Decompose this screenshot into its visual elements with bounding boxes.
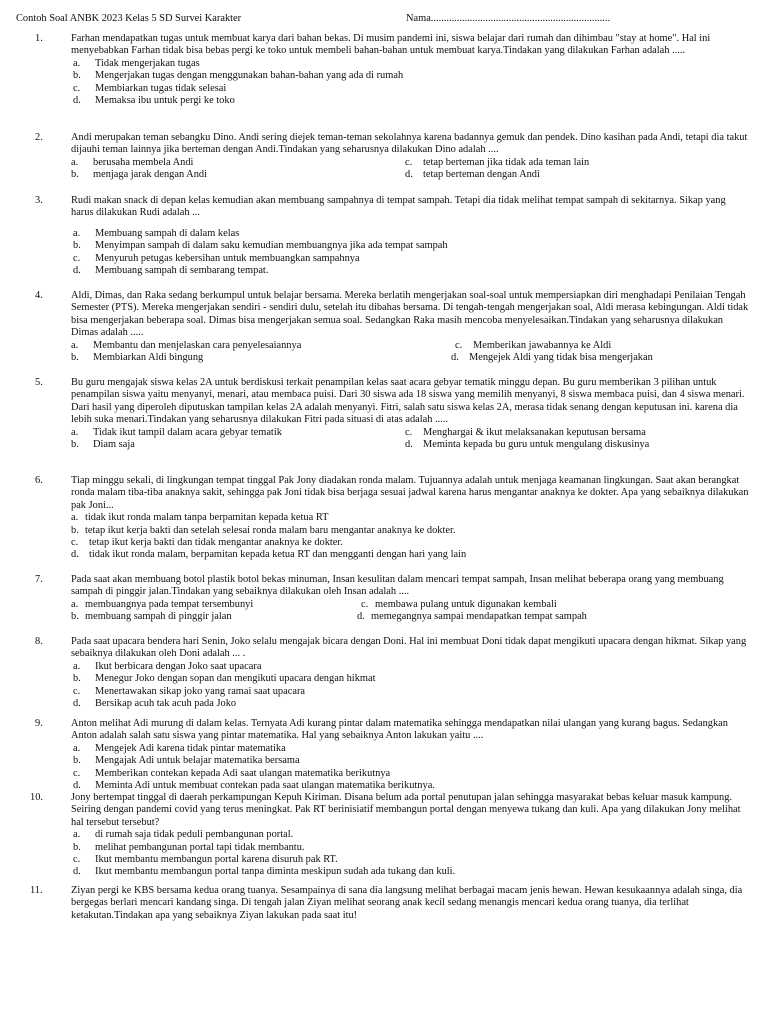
- option-text: Tidak mengerjakan tugas: [95, 57, 200, 69]
- option-a[interactable]: [71, 228, 751, 240]
- option-letter: b.: [73, 240, 81, 252]
- option-letter: b.: [71, 169, 79, 181]
- option-letter: d.: [357, 611, 365, 623]
- option-text: Ikut membantu membangun portal karena disuruh pak RT.: [95, 854, 338, 865]
- option-d[interactable]: [71, 265, 751, 277]
- option-a[interactable]: [71, 512, 751, 524]
- option-letter: c.: [73, 685, 81, 697]
- option-text: Membantu dan menjelaskan cara penyelesaiannya: [93, 339, 302, 351]
- option-text: berusaha membela Andi: [93, 156, 194, 168]
- option-text: membawa pulang untuk digunakan kembali: [375, 598, 557, 610]
- option-letter: d.: [405, 439, 413, 451]
- option-text: Memaksa ibu untuk pergi ke toko: [95, 94, 235, 106]
- option-text: Meminta Adi untuk membuat contekan pada saat ulangan matematika berikutnya.: [95, 779, 435, 791]
- option-b[interactable]: [71, 525, 751, 537]
- option-letter: d.: [451, 352, 459, 364]
- option-letter: a.: [71, 512, 79, 524]
- option-letter: b.: [71, 611, 79, 623]
- question-text: Pada saat akan membuang botol plastik botol bekas minuman, Insan kesulitan dalam mencari tempat sampah, Insan melihat beberapa orang yang membuang sampah di pinggir jalan.Tindakan yang sebaiknya dilakukan oleh Insan adalah ....: [71, 574, 724, 598]
- option-letter: c.: [73, 82, 81, 94]
- question-2: [0, 132, 768, 182]
- option-letter: c.: [71, 537, 79, 548]
- option-letter: d.: [73, 779, 81, 791]
- option-letter: b.: [73, 841, 81, 853]
- option-b[interactable]: [71, 842, 751, 854]
- option-text: Membiarkan Aldi bingung: [93, 352, 204, 364]
- option-a[interactable]: [71, 743, 751, 755]
- question-number: 6.: [35, 475, 43, 486]
- option-d[interactable]: [71, 95, 751, 107]
- option-text: Mengejek Adi karena tidak pintar matematika: [95, 742, 286, 754]
- option-text: Tidak ikut tampil dalam acara gebyar tematik: [93, 426, 282, 438]
- option-text: tetap berteman jika tidak ada teman lain: [423, 156, 590, 168]
- option-letter: c.: [361, 598, 369, 610]
- option-letter: d.: [73, 94, 81, 106]
- question-number: 3.: [35, 195, 43, 206]
- option-text: Mengejek Aldi yang tidak bisa mengerjakan: [469, 352, 653, 364]
- question-text: Andi merupakan teman sebangku Dino. Andi sering diejek teman-teman sekolahnya karena badannya gemuk dan pendek. Dino kasihan pada Andi, tetapi dia takut dijauhi teman lainnya jika berteman dengan Andi.Tindakan yang seharusnya dilakukan Dino adalah ....: [71, 132, 748, 156]
- option-letter: c.: [73, 767, 81, 779]
- option-text: Mengajak Adi untuk belajar matematika bersama: [95, 755, 300, 767]
- question-5: [0, 377, 768, 451]
- option-b[interactable]: [71, 673, 751, 685]
- option-letter: c.: [73, 252, 81, 264]
- option-text: Menertawakan sikap joko yang ramai saat upacara: [95, 685, 306, 697]
- option-letter: b.: [71, 439, 79, 451]
- option-text: membuangnya pada tempat tersembunyi: [85, 598, 254, 610]
- answer-options: [71, 58, 751, 108]
- answer-options: [71, 661, 751, 711]
- option-letter: a.: [71, 598, 79, 610]
- question-3: [0, 195, 768, 277]
- option-letter: d.: [73, 264, 81, 276]
- option-b[interactable]: [71, 755, 751, 767]
- worksheet-title: Contoh Soal ANBK 2023 Kelas 5 SD Survei Karakter: [16, 13, 242, 24]
- question-9: [0, 718, 768, 792]
- question-7: [0, 574, 768, 624]
- option-text: Membuang sampah di dalam kelas: [95, 227, 240, 239]
- question-1: [0, 33, 768, 107]
- option-c[interactable]: [71, 686, 751, 698]
- option-letter: b.: [73, 70, 81, 82]
- question-number: 7.: [35, 574, 43, 585]
- question-text: Farhan mendapatkan tugas untuk membuat karya dari bahan bekas. Di musim pandemi ini, siswa belajar dari rumah dan dihimbau "stay at home". Hal ini menyebabkan Farhan tidak bisa bebas pergi ke toko untuk membeli bahan-bahan untuk membuat karya.Tindakan yang dilakukan Farhan adalah .....: [71, 33, 711, 57]
- answer-options: [71, 743, 751, 793]
- answer-options: [71, 228, 751, 278]
- option-letter: a.: [73, 829, 81, 841]
- option-d[interactable]: [71, 698, 751, 710]
- option-b[interactable]: [71, 240, 751, 252]
- option-letter: c.: [73, 854, 81, 865]
- question-10: [0, 792, 768, 879]
- option-text: Menghargai & ikut melaksanakan keputusan bersama: [423, 426, 646, 438]
- option-text: Membuang sampah di sembarang tempat.: [95, 264, 269, 276]
- question-text: Rudi makan snack di depan kelas kemudian akan membuang sampahnya di tempat sampah. Tetapi dia tidak melihat tempat sampah di sekitarnya. Sikap yang harus dilakukan Rudi adalah ...: [71, 195, 726, 219]
- option-text: Diam saja: [93, 439, 135, 451]
- option-text: tetap ikut kerja bakti dan tidak mengantar anaknya ke dokter.: [89, 537, 343, 548]
- question-number: 5.: [35, 377, 43, 388]
- option-text: Menegur Joko dengan sopan dan mengikuti upacara dengan hikmat: [95, 673, 376, 685]
- option-text: Menyimpan sampah di dalam saku kemudian membuangnya jika ada tempat sampah: [95, 240, 448, 252]
- option-text: Menyuruh petugas kebersihan untuk membuangkan sampahnya: [95, 252, 360, 264]
- worksheet-header: [16, 13, 756, 27]
- option-letter: a.: [73, 742, 81, 754]
- answer-options: [71, 427, 751, 452]
- question-text: Ziyan pergi ke KBS bersama kedua orang tuanya. Sesampainya di sana dia langsung melihat berbagai macam jenis hewan. Hewan kesukaannya adalah singa, dia bergegas berlari mencari kandang singa. Di tengah jalan Ziyan melihat seorang anak kecil sedang menangis mencari kedua orang tuanya, dia terlihat ketakutan.Tindakan apa yang sebaiknya Ziyan lakukan pada saat itu!: [71, 885, 743, 921]
- question-8: [0, 636, 768, 710]
- answer-options: [71, 599, 751, 624]
- question-text: Tiap minggu sekali, di lingkungan tempat tinggal Pak Jony diadakan ronda malam. Tujuannya adalah untuk menjaga keamanan lingkungan. Saat akan berangkat ronda malam tiba-tiba anaknya sakit, sehingga pak Joni tidak bisa berjaga sesuai jadwal karena harus mengantar anaknya ke dokter. Apa yang sebaiknya dilakukan pak Joni...: [71, 475, 749, 511]
- option-text: melihat pembangunan portal tapi tidak membantu.: [95, 841, 305, 853]
- option-letter: b.: [71, 524, 79, 536]
- question-6: [0, 475, 768, 562]
- option-a[interactable]: [71, 661, 751, 673]
- option-text: Ikut berbicara dengan Joko saat upacara: [95, 660, 262, 672]
- option-letter: a.: [71, 156, 79, 168]
- option-c[interactable]: [71, 83, 751, 95]
- question-text: Anton melihat Adi murung di dalam kelas. Ternyata Adi kurang pintar dalam matematika sehingga mendapatkan nilai ulangan yang kurang bagus. Sedangkan Anton adalah salah satu siswa yang pintar matematika. Hal yang sebaiknya Anton lakukan yaitu ....: [71, 718, 728, 742]
- question-number: 2.: [35, 132, 43, 143]
- option-text: Mengerjakan tugas dengan menggunakan bahan-bahan yang ada di rumah: [95, 70, 404, 82]
- option-text: Meminta kepada bu guru untuk mengulang diskusinya: [423, 439, 650, 451]
- name-field: Nama.....................................................................: [406, 13, 611, 24]
- option-d[interactable]: [71, 780, 751, 792]
- option-letter: a.: [73, 660, 81, 672]
- option-text: tetap berteman dengan Andi: [423, 169, 540, 181]
- question-number: 11.: [30, 885, 43, 896]
- option-text: Memberikan contekan kepada Adi saat ulangan matematika berikutnya: [95, 767, 391, 779]
- option-letter: b.: [73, 755, 81, 767]
- question-text: Bu guru mengajak siswa kelas 2A untuk berdiskusi terkait penampilan kelas saat acara gebyar tematik minggu depan. Bu guru memberikan 3 pilihan untuk penampilan siswa yaitu menyanyi, menari, atau membaca puisi. Dari 30 siswa ada 18 siswa yang memilih menyanyi, 8 siswa membaca puisi, dan 4 siswa menari. Dari hasil yang diperoleh diputuskan tampilan kelas 2A adalah menyanyi. Fitri, salah satu siswa kelas 2A, merasa tidak senang dengan keputusan ini. karena dia lebih suka menari.Tindakan yang seharusnya dilakukan Fitri pada situasi di atas adalah .....: [71, 377, 745, 426]
- option-letter: d.: [405, 169, 413, 181]
- option-c[interactable]: [71, 537, 751, 549]
- option-letter: d.: [71, 549, 79, 561]
- question-4: [0, 290, 768, 364]
- option-c[interactable]: [71, 253, 751, 265]
- question-number: 10.: [30, 792, 43, 803]
- question-number: 9.: [35, 718, 43, 729]
- answer-options: [71, 512, 751, 562]
- question-text: Jony bertempat tinggal di daerah perkampungan Kepuh Kiriman. Disana belum ada portal penutupan jalan sehingga masyarakat bebas keluar masuk kampung. Seiring dengan pandemi covid yang terus meningkat. Pak RT berinisiatif membangun portal dengan menyewa tukang dan kuli. Apa yang dilakukan Jony melihat hal tersebut tersebut?: [71, 792, 741, 828]
- question-number: 8.: [35, 636, 43, 647]
- question-11: [0, 885, 768, 922]
- option-letter: d.: [73, 866, 81, 878]
- option-text: memegangnya sampai mendapatkan tempat sampah: [371, 611, 587, 623]
- option-text: Membiarkan tugas tidak selesai: [95, 82, 227, 94]
- option-letter: c.: [405, 156, 413, 168]
- option-letter: a.: [73, 227, 81, 239]
- option-d[interactable]: [71, 549, 751, 561]
- option-letter: c.: [455, 339, 463, 351]
- question-number: 4.: [35, 290, 43, 301]
- option-letter: a.: [73, 57, 81, 69]
- option-text: Ikut membantu membangun portal tanpa diminta meskipun sudah ada tukang dan kuli.: [95, 866, 456, 878]
- option-letter: c.: [405, 426, 413, 438]
- option-text: di rumah saja tidak peduli pembangunan portal.: [95, 829, 294, 841]
- answer-options: [71, 829, 751, 879]
- option-text: Memberikan jawabannya ke Aldi: [473, 339, 612, 351]
- option-a[interactable]: [71, 58, 751, 70]
- question-number: 1.: [35, 33, 43, 44]
- option-letter: d.: [73, 697, 81, 709]
- option-letter: b.: [71, 352, 79, 364]
- option-text: menjaga jarak dengan Andi: [93, 169, 207, 181]
- option-letter: a.: [71, 339, 79, 351]
- option-b[interactable]: [71, 70, 751, 82]
- option-text: tidak ikut ronda malam tanpa berpamitan kepada ketua RT: [85, 512, 329, 524]
- option-c[interactable]: [71, 768, 751, 780]
- option-letter: b.: [73, 673, 81, 685]
- option-text: membuang sampah di pinggir jalan: [85, 611, 232, 623]
- question-text: Aldi, Dimas, dan Raka sedang berkumpul untuk belajar bersama. Mereka berlatih mengerjakan soal-soal untuk mempersiapkan diri menghadapi Penilaian Tengah Semester (PTS). Mereka mengerjakan sendiri - sendiri dulu, setelah itu dibahas bersama. Di tengah-tengah mengerjakan soal, Aldi merasa kebingungan. Aldi tidak bisa mengerjakan beberapa soal. Dimas bisa mengerjakan semua soal. Sedangkan Raka masih mencoba menyelesaikan.Tindakan yang seharusnya dilakukan Dimas adalah .....: [71, 290, 749, 339]
- option-d[interactable]: [71, 866, 751, 878]
- option-text: tetap ikut kerja bakti dan setelah selesai ronda malam baru mengantar anaknya ke dokter.: [85, 524, 456, 536]
- answer-options: [71, 340, 751, 365]
- option-text: Bersikap acuh tak acuh pada Joko: [95, 697, 237, 709]
- option-text: tidak ikut ronda malam, berpamitan kepada ketua RT dan mengganti dengan hari yang lain: [89, 549, 467, 561]
- option-a[interactable]: [71, 829, 751, 841]
- option-c[interactable]: [71, 854, 751, 866]
- answer-options: [71, 157, 751, 182]
- question-text: Pada saat upacara bendera hari Senin, Joko selalu mengajak bicara dengan Doni. Hal ini membuat Doni tidak dapat mengikuti upacara dengan hikmat. Sikap yang sebaiknya dilakukan oleh Doni adalah ... .: [71, 636, 747, 660]
- option-letter: a.: [71, 426, 79, 438]
